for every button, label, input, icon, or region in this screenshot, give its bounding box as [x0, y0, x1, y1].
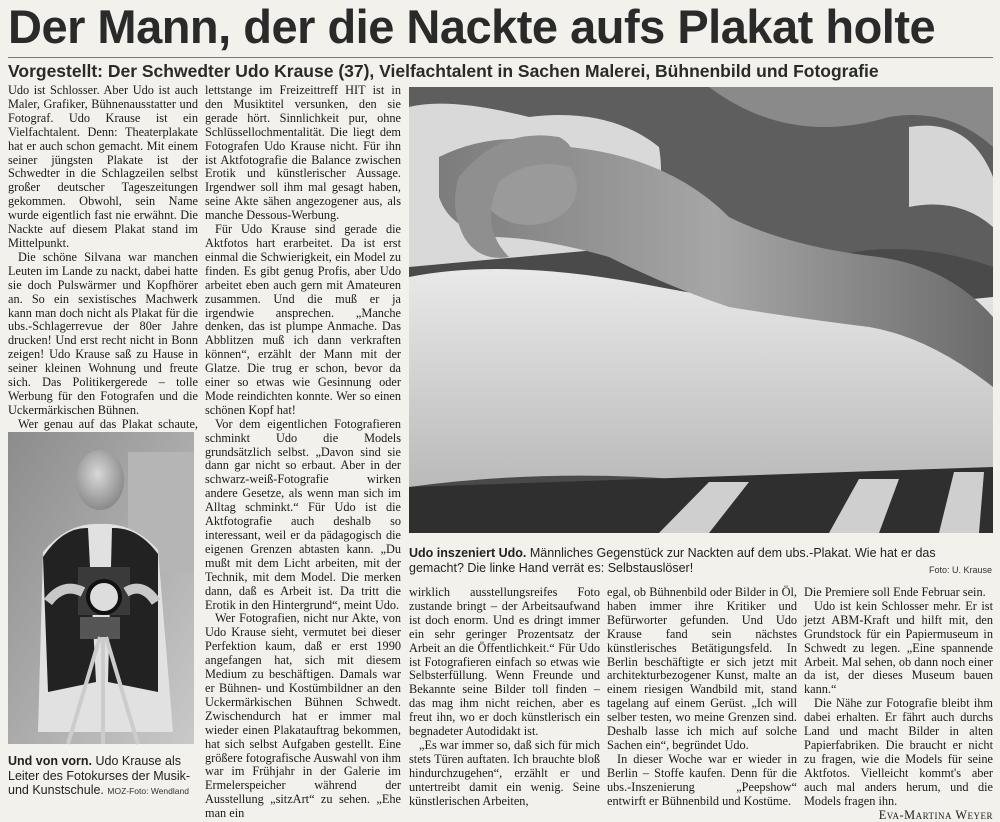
caption-small-text: Udo Krause als Leiter des Fotokurses der Musik- und Kunstschule. [8, 754, 190, 797]
paragraph: wirklich ausstellungsreifes Foto zustande bringt – der Arbeitsaufwand ist doch enorm. Und es dringt immer ein sehr geringer Prozentsatz der Arbeit an die Öffentlichkeit.“ Für Udo ist Fotografieren einfach so etwas wie Selbsterfüllung. Wenn Freunde und Bekannte seine Bilder toll finden – das mag ihm nicht reichen, aber es freut ihn, wo er doch künstlerisch ein begnadeter Autodidakt ist. [409, 586, 600, 739]
paragraph: Die schöne Silvana war manchen Leuten im Lande zu nackt, dabei hatte sie doch Pulswärmer und Kopfhörer an. So ein sexistisches Machwerk kann man doch nicht als Plakat für die ubs.-Schlagerrevue der 80er Jahre drucken! Und erst recht nicht in Bonn zeigen! Udo Krause saß zu Hause in seiner kleinen Wohnung und freute sich. Das Politikergerede – tolle Werbung für den Fotografen und die Uckermärkischen Bühnen. [8, 251, 198, 418]
paragraph: Wer genau auf das Plakat schaute, [8, 418, 198, 446]
photo-udo-with-camera [8, 432, 194, 744]
caption-large-text: Männliches Gegenstück zur Nackten auf dem ubs.-Plakat. Wie hat er das gemacht? Die linke Hand verrät es: Selbstauslöser! [409, 546, 936, 575]
photo-udo-reclining-image [409, 87, 993, 533]
headline-rule [8, 57, 993, 58]
caption-small-title: Und von vorn. [8, 754, 92, 768]
paragraph: Vor dem eigentlichen Fotografieren schminkt Udo die Models grundsätzlich selbst. „Davon sind sie dann gar nicht so erbaut. Aber in der schwarz-weiß-Fotografie wirken andere Gesetze, als wenn man sich im Alltag schminkt.“ Für Udo ist die Aktfotografie auch deshalb so interessant, weil er da pädagogisch die eigenen Grenzen abtasten kann. „Du mußt mit dem Licht arbeiten, mit der Technik, mit dem Model. Die merken dann, daß es Arbeit ist. Da tritt die Erotik in den Hintergrund“, meint Udo. [205, 418, 401, 613]
photo-udo-with-camera-image [8, 432, 194, 744]
caption-small-photo [8, 754, 198, 799]
paragraph: Die Premiere soll Ende Februar sein. [804, 586, 993, 600]
subheadline: Vorgestellt: Der Schwedter Udo Krause (37), Vielfachtalent in Sachen Malerei, Bühnenbild und Fotografie [8, 60, 993, 82]
caption-large-title: Udo inszeniert Udo. [409, 546, 526, 560]
paragraph: Udo ist Schlosser. Aber Udo ist auch Maler, Grafiker, Bühnenausstatter und Fotograf. Udo Krause ist ein Vielfachtalent. Denn: Theaterplakate hat er auch schon gemacht. Mit einem seiner jüngsten Plakate ist der Schwedter in die Schlagzeilen selbst großer deutscher Tageszeitungen gekommen. Obwohl, sein Name wurde eigentlich fast nie erwähnt. Die Nackte auf diesem Plakat stand im Mittelpunkt. [8, 84, 198, 251]
paragraph: Wer Fotografien, nicht nur Akte, von Udo Krause sieht, vermutet bei dieser Perfektion kaum, daß er erst 1990 angefangen hat, sich mit diesem Medium zu beschäftigen. Damals war er Bühnen- und Kostümbildner an den Uckermärkischen Bühnen Schwedt. Zwischendurch hat er immer mal wieder einen Plakatauftrag bekommen, hat sich selbst Aufgaben gestellt. Eine größere fotografische Auswahl von ihm war im Frühjahr in der Galerie im Ermelerspeicher während der Ausstellung „sitzArt“ zu sehen. „Ehe man ein [205, 612, 401, 821]
article-column-2 [205, 84, 401, 797]
article-column-1 [8, 84, 198, 422]
caption-large-photo [409, 546, 993, 575]
article-column-3 [409, 586, 600, 797]
author-byline: Eva-Martina Weyer [804, 809, 993, 822]
paragraph: Für Udo Krause sind gerade die Aktfotos hart erarbeitet. Da ist erst einmal die Schwierigkeit, ein Model zu finden. Es gibt genug Profis, aber Udo arbeitet eben auch gern mit Amateuren zusammen. Und die muß er ja irgendwie ansprechen. „Manche denken, das ist plumpe Anmache. Das Abblitzen muß ich dann verkraften können“, erzählt der Mann mit der Glatze. Die trug er schon, bevor da einer so etwas wie Gesinnung oder Mode reindichten konnte. Wer so einen schönen Kopf hat! [205, 223, 401, 418]
paragraph: lettstange im Freizeittreff HIT ist in den Musiktitel versunken, den sie gerade hört. Sinnlichkeit pur, ohne Schlüssellochmentalität. Die liegt dem Fotografen Udo Krause nicht. Für ihn ist Aktfotografie die Balance zwischen Erotik und künstlerischer Aussage. Irgendwer soll ihm mal gesagt haben, seine Akte sähen angezogener aus, als manche Dessous-Werbung. [205, 84, 401, 223]
caption-large-credit: Foto: U. Krause [929, 565, 992, 575]
paragraph: „Es war immer so, daß sich für mich stets Türen auftaten. Ich brauchte bloß hindurchzugehen“, erzählt er und untertreibt damit ein wenig. Seine künstlerischen Arbeiten, [409, 739, 600, 809]
caption-small-credit: MOZ-Foto: Wendland [107, 786, 189, 796]
paragraph: egal, ob Bühnenbild oder Bilder in Öl, haben immer ihre Kritiker und Befürworter gefunden. Und Udo Krause fand sein nächstes künstlerisches Betätigungsfeld. In Berlin beschäftigte er sich jetzt mit architekturbezogener Kunst, malte an einem riesigen Wandbild mit, stand tagelang auf einem Gerüst. „Ich will selber testen, wo meine Grenzen sind. Deshalb lasse ich mich auf solche Sachen ein“, begründet Udo. [607, 586, 797, 753]
headline: Der Mann, der die Nackte aufs Plakat holte [8, 0, 993, 54]
photo-udo-reclining [409, 87, 993, 533]
paragraph: In dieser Woche war er wieder in Berlin – Stoffe kaufen. Denn für die ubs.-Inszenierung „Peepshow“ entwirft er Bühnenbild und Kostüme. [607, 753, 797, 809]
paragraph: Udo ist kein Schlosser mehr. Er ist jetzt ABM-Kraft und hilft mit, den Grundstock für ein Papiermuseum in Schwedt zu legen. „Eine spannende Arbeit. Mal sehen, ob dann noch einer da ist, der dieses Museum bauen kann.“ [804, 600, 993, 697]
article-column-5 [804, 586, 993, 797]
article-column-4 [607, 586, 797, 797]
paragraph: Die Nähe zur Fotografie bleibt ihm dabei erhalten. Er fährt auch durchs Land und macht Bilder in alten Papierfabriken. Die braucht er nicht zu fragen, wie die Models für seine Aktfotos. Vielleicht kommt's aber auch mal anders herum, und die Models fragen ihn. [804, 697, 993, 808]
